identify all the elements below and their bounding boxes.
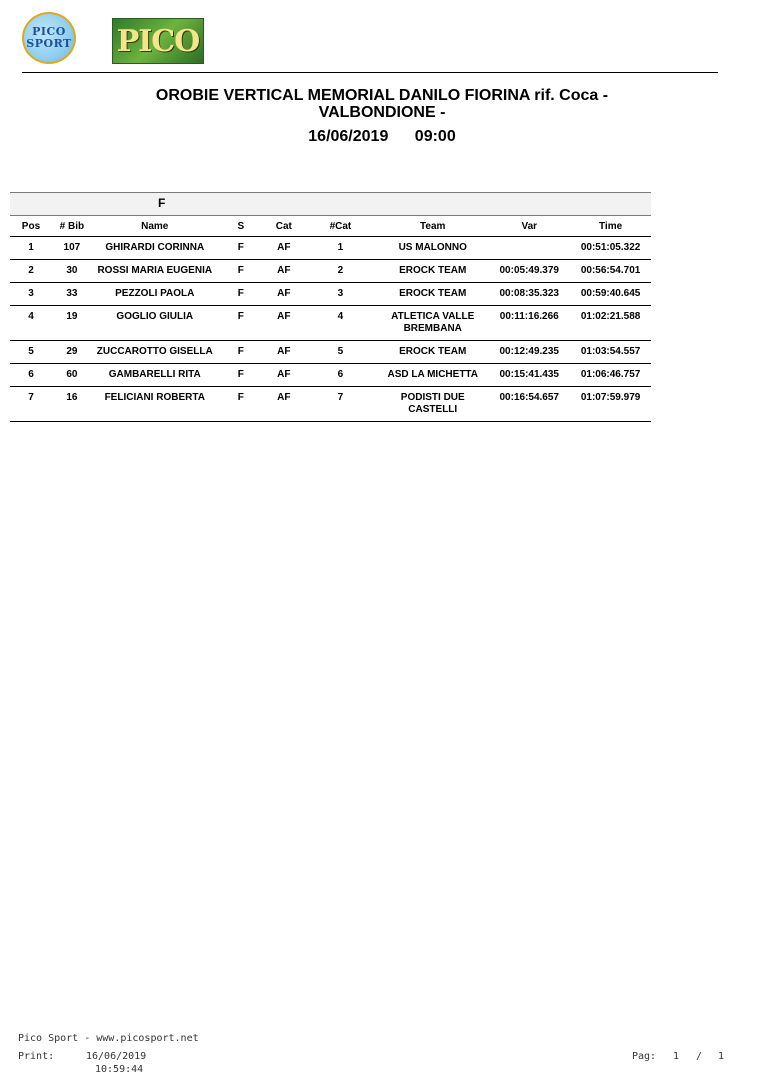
cell-var: 00:05:49.379 [488,260,570,283]
title-line-2: VALBONDIONE - [318,104,446,121]
table-row [10,341,651,364]
col-header-var: Var [488,216,570,237]
cell-var: 00:12:49.235 [488,341,570,364]
col-header-pos: Pos [10,216,52,237]
table-row [10,260,651,283]
cell-team [377,364,488,387]
cell-time: 00:59:40.645 [570,283,651,306]
cell-time: 01:06:46.757 [570,364,651,387]
page-title [90,87,674,121]
team-line-1: PODISTI DUE [400,392,465,403]
col-header-sex: S [218,216,264,237]
cell-team [377,237,488,260]
results-table [10,216,651,422]
cell-pos: 5 [10,341,52,364]
cell-pos: 4 [10,306,52,341]
cell-cat: AF [264,237,304,260]
cell-cat-rank: 5 [304,341,377,364]
cell-time: 00:51:05.322 [570,237,651,260]
cell-cat: AF [264,341,304,364]
cell-team [377,283,488,306]
pico-sport-logo [22,12,76,64]
cell-cat-rank: 2 [304,260,377,283]
team-line-1: EROCK TEAM [399,346,467,357]
footer-page-separator: / [696,1051,703,1062]
table-row [10,387,651,422]
cell-cat-rank: 7 [304,387,377,422]
cell-sex: F [218,237,264,260]
cell-name: GAMBARELLI RITA [92,364,218,387]
footer-print-date: 16/06/2019 [86,1051,147,1062]
event-datetime [90,128,674,146]
col-header-team: Team [377,216,488,237]
cell-bib: 107 [52,237,92,260]
cell-name: GOGLIO GIULIA [92,306,218,341]
results-table-container [10,192,651,422]
table-row [10,237,651,260]
footer-page-label: Pag: [632,1051,657,1062]
cell-cat: AF [264,364,304,387]
cell-name: GHIRARDI CORINNA [92,237,218,260]
cell-sex: F [218,341,264,364]
team-line-2: CASTELLI [408,404,458,415]
cell-team [377,341,488,364]
footer-site: Pico Sport - www.picosport.net [18,1033,199,1044]
cell-name: FELICIANI ROBERTA [92,387,218,422]
col-header-cat-rank: #Cat [304,216,377,237]
footer-print-label: Print: [18,1051,55,1062]
cell-pos: 6 [10,364,52,387]
cell-bib: 19 [52,306,92,341]
cell-cat-rank: 1 [304,237,377,260]
team-line-1: US MALONNO [398,242,467,253]
cell-var: 00:15:41.435 [488,364,570,387]
cell-cat-rank: 6 [304,364,377,387]
cell-pos: 2 [10,260,52,283]
event-date: 16/06/2019 [308,128,389,145]
cell-name: PEZZOLI PAOLA [92,283,218,306]
cell-team [377,260,488,283]
team-line-1: EROCK TEAM [399,265,467,276]
col-header-cat: Cat [264,216,304,237]
footer-print-time: 10:59:44 [95,1064,144,1075]
footer-page-current: 1 [673,1051,680,1062]
col-header-time: Time [570,216,651,237]
logo-text-pico: PICO [32,25,66,38]
pico-team-logo [112,18,204,64]
cell-sex: F [218,306,264,341]
category-label: F [158,196,166,210]
team-line-1: ATLETICA VALLE [391,311,475,322]
cell-pos: 1 [10,237,52,260]
cell-cat: AF [264,260,304,283]
team-line-1: EROCK TEAM [399,288,467,299]
logo-text-sport: SPORT [26,37,72,50]
logo-text-pico-team: PICO [116,23,200,59]
cell-pos: 7 [10,387,52,422]
cell-bib: 60 [52,364,92,387]
cell-sex: F [218,364,264,387]
table-row [10,306,651,341]
cell-time: 01:02:21.588 [570,306,651,341]
title-line-1: OROBIE VERTICAL MEMORIAL DANILO FIORINA rif. Coca - [155,87,609,104]
cell-sex: F [218,387,264,422]
cell-bib: 29 [52,341,92,364]
cell-bib: 33 [52,283,92,306]
cell-cat: AF [264,306,304,341]
cell-name: ROSSI MARIA EUGENIA [92,260,218,283]
cell-team [377,306,488,341]
cell-bib: 16 [52,387,92,422]
cell-sex: F [218,283,264,306]
table-row [10,364,651,387]
table-row [10,283,651,306]
cell-cat: AF [264,283,304,306]
category-bar [10,192,651,216]
cell-name: ZUCCAROTTO GISELLA [92,341,218,364]
col-header-bib: # Bib [52,216,92,237]
footer-page-total: 1 [718,1051,725,1062]
cell-time: 01:03:54.557 [570,341,651,364]
cell-var: 00:16:54.657 [488,387,570,422]
cell-cat-rank: 3 [304,283,377,306]
cell-pos: 3 [10,283,52,306]
cell-cat-rank: 4 [304,306,377,341]
table-header-row [10,216,651,237]
cell-var: 00:08:35.323 [488,283,570,306]
cell-cat: AF [264,387,304,422]
col-header-name: Name [92,216,218,237]
cell-team [377,387,488,422]
cell-time: 01:07:59.979 [570,387,651,422]
header-divider [22,72,718,73]
cell-var [488,237,570,260]
team-line-1: ASD LA MICHETTA [387,369,479,380]
team-line-2: BREMBANA [403,323,462,334]
cell-sex: F [218,260,264,283]
cell-time: 00:56:54.701 [570,260,651,283]
event-time: 09:00 [414,128,456,145]
cell-var: 00:11:16.266 [488,306,570,341]
cell-bib: 30 [52,260,92,283]
